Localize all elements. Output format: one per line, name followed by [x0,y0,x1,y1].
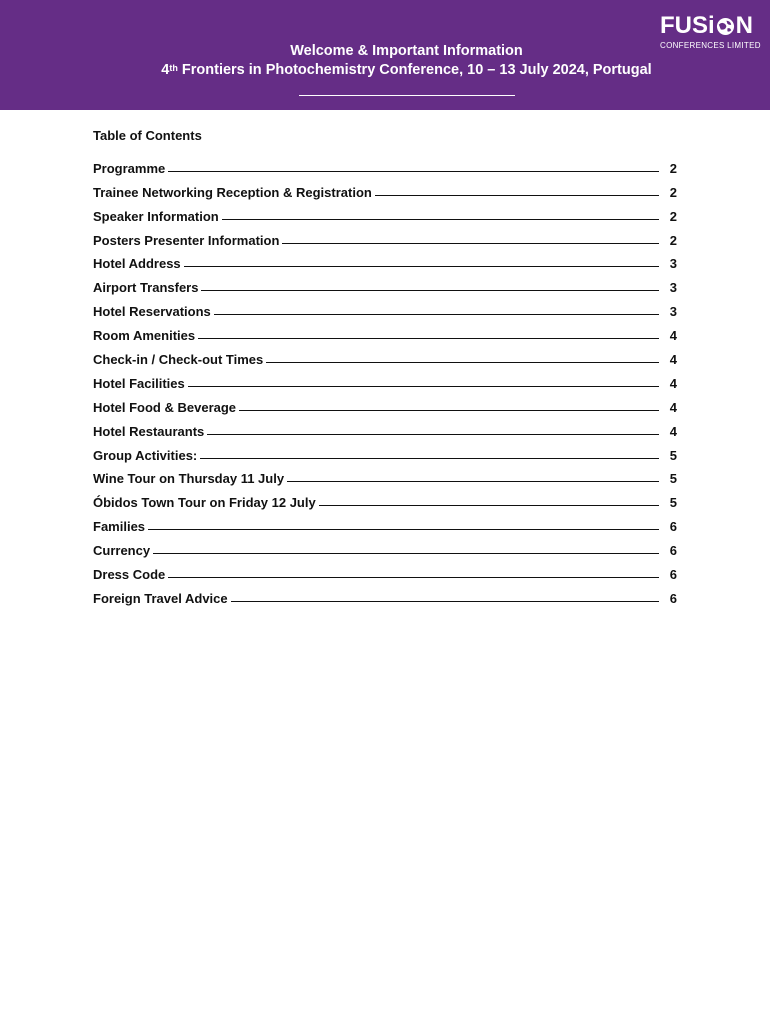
toc-entry-hotel-address[interactable] [93,248,677,272]
toc-page-number: 5 [669,471,677,487]
fusion-logo [660,14,760,54]
toc-entry-label: Hotel Food & Beverage [93,399,237,415]
toc-page-number: 2 [669,184,677,200]
toc-entry-programme[interactable] [93,152,677,176]
toc-entry-room-amenities[interactable] [93,319,677,343]
toc-entry-label: Room Amenities [93,328,196,344]
ordinal-number: 4 [161,62,170,78]
header-banner [0,0,770,110]
toc-entry-label: Currency [93,543,151,559]
toc-leader-line [168,171,659,172]
toc-entry-trainee-networking[interactable] [93,176,677,200]
toc-page-number: 2 [669,160,677,176]
toc-page-number: 6 [669,519,677,535]
toc-page-number: 6 [669,567,677,583]
toc-leader-line [153,553,659,554]
toc-entry-label: Programme [93,160,166,176]
logo-text-part1: FUSi [660,12,715,39]
toc-entry-dress-code[interactable] [93,558,677,582]
toc-entry-obidos-tour[interactable] [93,486,677,510]
toc-leader-line [188,386,659,387]
toc-page-number: 4 [669,399,677,415]
toc-page-number: 6 [669,543,677,559]
logo-subtitle: CONFERENCES LIMITED [660,41,761,50]
toc-leader-line [282,243,659,244]
ordinal-suffix: th [169,63,178,73]
toc-page-number: 4 [669,375,677,391]
toc-entry-speaker-information[interactable] [93,200,677,224]
logo-text-part2: N [735,12,754,39]
toc-entry-label: Foreign Travel Advice [93,590,228,606]
toc-entry-label: Trainee Networking Reception & Registration [93,184,372,200]
toc-page-number: 3 [669,256,677,272]
toc-leader-line [231,601,659,602]
toc-leader-line [207,434,659,435]
toc-entry-label: Hotel Restaurants [93,423,205,439]
toc-page-number: 3 [669,304,677,320]
globe-icon [716,17,735,36]
toc-entry-families[interactable] [93,510,677,534]
toc-entry-label: Hotel Facilities [93,375,185,391]
toc-entry-hotel-facilities[interactable] [93,367,677,391]
toc-entry-label: Wine Tour on Thursday 11 July [93,471,285,487]
toc-leader-line [201,290,659,291]
toc-leader-line [222,219,659,220]
toc-leader-line [319,505,659,506]
header-divider [299,95,515,96]
toc-entry-currency[interactable] [93,534,677,558]
toc-page-number: 2 [669,232,677,248]
table-of-contents [93,128,677,606]
toc-entry-group-activities[interactable] [93,439,677,463]
toc-page-number: 2 [669,208,677,224]
toc-entry-label: Airport Transfers [93,280,199,296]
toc-entry-airport-transfers[interactable] [93,271,677,295]
toc-leader-line [198,338,659,339]
toc-entry-foreign-travel-advice[interactable] [93,582,677,606]
toc-entry-label: Speaker Information [93,208,219,224]
toc-entry-label: Hotel Address [93,256,181,272]
toc-entry-label: Families [93,519,146,535]
toc-leader-line [168,577,659,578]
toc-entry-wine-tour[interactable] [93,463,677,487]
toc-page-number: 5 [669,447,677,463]
toc-entry-posters-presenter[interactable] [93,224,677,248]
toc-leader-line [287,481,659,482]
toc-entry-label: Dress Code [93,567,166,583]
conference-details: Frontiers in Photochemistry Conference, 10 – 13 July 2024, Portugal [177,62,652,78]
toc-heading: Table of Contents [93,128,202,143]
toc-page-number: 4 [669,352,677,368]
toc-leader-line [375,195,659,196]
toc-page-number: 4 [669,423,677,439]
toc-entry-label: Check-in / Check-out Times [93,352,264,368]
toc-entry-check-in-out[interactable] [93,343,677,367]
toc-leader-line [266,362,659,363]
page-title: Welcome & Important Information [290,43,523,59]
logo-wordmark [660,14,760,38]
toc-entry-label: Hotel Reservations [93,304,211,320]
toc-entry-label: Posters Presenter Information [93,232,280,248]
toc-entry-hotel-reservations[interactable] [93,295,677,319]
toc-entry-hotel-restaurants[interactable] [93,415,677,439]
toc-leader-line [148,529,659,530]
toc-page-number: 3 [669,280,677,296]
toc-entry-label: Group Activities: [93,447,198,463]
toc-leader-line [214,314,659,315]
toc-page-number: 4 [669,328,677,344]
toc-page-number: 5 [669,495,677,511]
toc-leader-line [239,410,659,411]
toc-leader-line [184,266,659,267]
conference-subtitle [0,61,770,79]
toc-entry-hotel-food-beverage[interactable] [93,391,677,415]
toc-leader-line [200,458,659,459]
toc-entry-label: Óbidos Town Tour on Friday 12 July [93,495,316,511]
toc-page-number: 6 [669,590,677,606]
toc-list [93,152,677,606]
